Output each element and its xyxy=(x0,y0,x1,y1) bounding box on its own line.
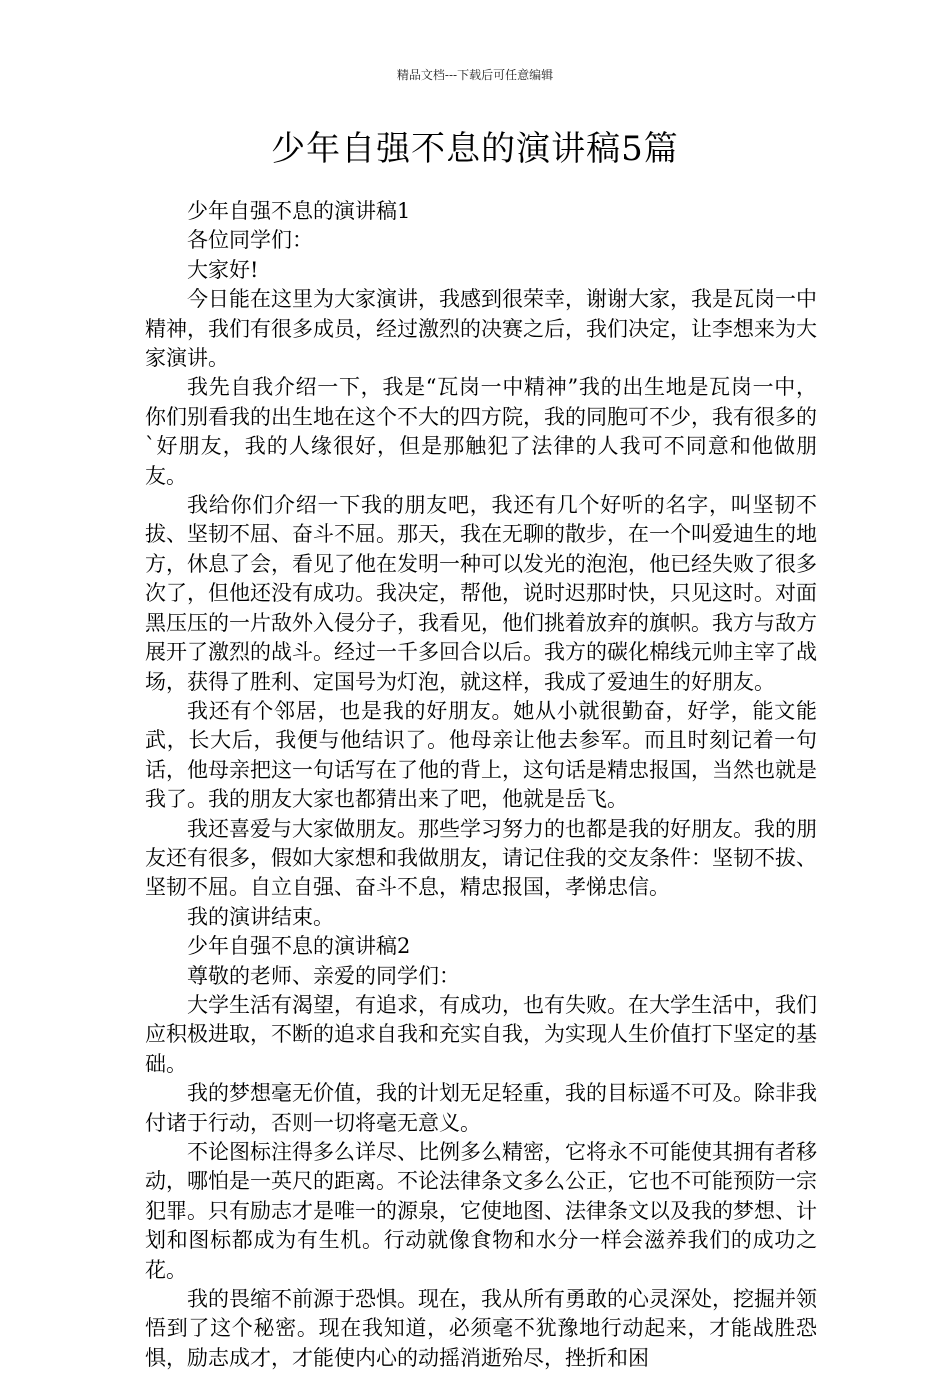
paragraph: 我先自我介绍一下，我是“瓦岗一中精神”我的出生地是瓦岗一中，你们别看我的出生地在这个不大的四方院，我的同胞可不少，我有很多的`好朋友，我的人缘很好，但是那触犯了法律的人我可不同意和他做朋友。 xyxy=(145,375,817,488)
paragraph: 我还喜爱与大家做朋友。那些学习努力的也都是我的好朋友。我的朋友还有很多，假如大家想和我做朋友，请记住我的交友条件：坚韧不拔、坚韧不屈。自立自强、奋斗不息，精忠报国，孝悌忠信。 xyxy=(145,816,817,900)
paragraph: 各位同学们： xyxy=(187,228,313,253)
document-header-note: 精品文档---下载后可任意编辑 xyxy=(396,68,554,82)
paragraph: 我的梦想毫无价值，我的计划无足轻重，我的目标遥不可及。除非我付诸于行动，否则一切将毫无意义。 xyxy=(145,1081,817,1135)
paragraph: 今日能在这里为大家演讲，我感到很荣幸，谢谢大家，我是瓦岗一中精神，我们有很多成员，经过激烈的决赛之后，我们决定，让李想来为大家演讲。 xyxy=(145,287,817,371)
paragraph: 不论图标注得多么详尽、比例多么精密，它将永不可能使其拥有者移动，哪怕是一英尺的距离。不论法律条文多么公正，它也不可能预防一宗犯罪。只有励志才是唯一的源泉，它使地图、法律条文以及我的梦想、计划和图标都成为有生机。行动就像食物和水分一样会滋养我们的成功之花。 xyxy=(145,1140,817,1282)
paragraph: 我的畏缩不前源于恐惧。现在，我从所有勇敢的心灵深处，挖掘并领悟到了这个秘密。现在我知道，必须毫不犹豫地行动起来，才能战胜恐惧，励志成才，才能使内心的动摇消逝殆尽，挫折和困 xyxy=(145,1287,817,1370)
paragraph: 少年自强不息的演讲稿1 xyxy=(187,199,411,223)
document-title: 少年自强不息的演讲稿5篇 xyxy=(271,129,679,169)
paragraph: 我的演讲结束。 xyxy=(187,904,334,929)
paragraph: 我还有个邻居，也是我的好朋友。她从小就很勤奋，好学，能文能武，长大后，我便与他结识了。他母亲让他去参军。而且时刻记着一句话，他母亲把这一句话写在了他的背上，这句话是精忠报国，当然也就是我了。我的朋友大家也都猜出来了吧，他就是岳飞。 xyxy=(145,698,817,812)
paragraph: 尊敬的老师、亲爱的同学们： xyxy=(187,963,460,988)
paragraph: 我给你们介绍一下我的朋友吧，我还有几个好听的名字，叫坚韧不拔、坚韧不屈、奋斗不屈。那天，我在无聊的散步，在一个叫爱迪生的地方，休息了会，看见了他在发明一种可以发光的泡泡，他已经失败了很多次了，但他还没有成功。我决定，帮他，说时迟那时快，只见这时。对面黑压压的一片敌外入侵分子，我看见，他们挑着放弃的旗帜。我方与敌方展开了激烈的战斗。经过一千多回合以后。我方的碳化棉线元帅主宰了战场，获得了胜利、定国号为灯泡，就这样，我成了爱迪生的好朋友。 xyxy=(145,493,817,694)
paragraph: 大学生活有渴望，有追求，有成功，也有失败。在大学生活中，我们应积极进取，不断的追求自我和充实自我，为实现人生价值打下坚定的基础。 xyxy=(145,992,817,1076)
paragraph: 大家好! xyxy=(187,257,259,282)
paragraph: 少年自强不息的演讲稿2 xyxy=(187,934,411,959)
document-body xyxy=(145,197,817,1373)
